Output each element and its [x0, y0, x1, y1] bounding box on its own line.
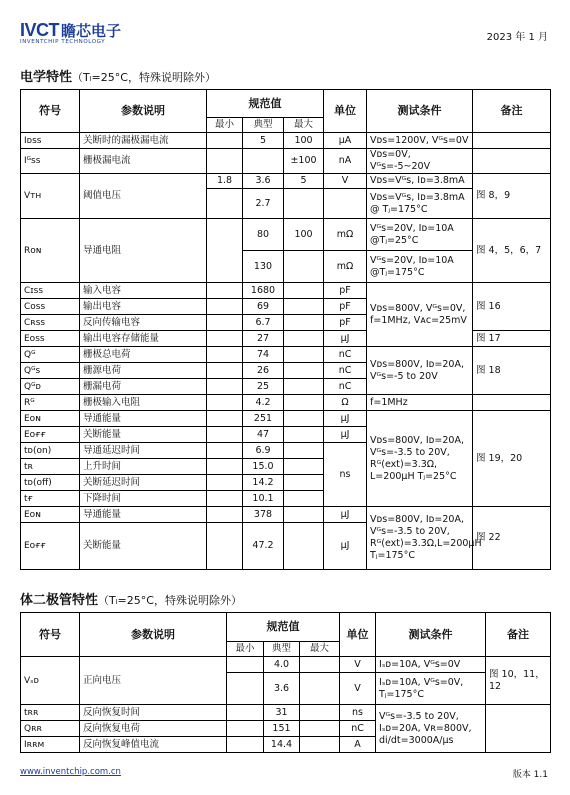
param-cell: 栅极漏电流 [80, 149, 207, 174]
unit-cell: μJ [324, 331, 367, 347]
typ-cell: 10.1 [243, 491, 284, 507]
param-cell: 栅漏电荷 [80, 379, 207, 395]
header-max: 最大 [300, 642, 340, 657]
symbol-cell: Qᴳᴅ [21, 379, 80, 395]
note-cell: 图 4，5，6，7 [473, 219, 551, 283]
unit-cell: μJ [324, 411, 367, 427]
test-cell: Vᴅs=Vᴳs, Iᴅ=3.8mA [367, 174, 473, 189]
test-cell: Vᴅs=1200V, Vᴳs=0V [367, 133, 473, 149]
header-max: 最大 [284, 118, 324, 133]
unit-cell: V [340, 657, 376, 673]
table-row [21, 411, 551, 427]
header-typ: 典型 [243, 118, 284, 133]
typ-cell: 25 [243, 379, 284, 395]
unit-cell: A [340, 737, 376, 753]
unit-cell: μJ [324, 427, 367, 443]
typ-cell: 47 [243, 427, 284, 443]
document-date: 2023 年 1 月 [486, 32, 548, 43]
test-cell: Vᴅs=800V, Iᴅ=20A, Vᴳs=-3.5 to 20V, Rᴳ(ext)=3.3Ω,L=200μH Tⱼ=175°C [367, 507, 473, 570]
unit-cell: ns [340, 705, 376, 721]
table-row [21, 133, 551, 149]
footer-website-link[interactable]: www.inventchip.com.cn [20, 767, 121, 777]
test-cell: Vᴳs=20V, Iᴅ=10A @Tⱼ=175°C [367, 251, 473, 283]
unit-cell: nC [324, 379, 367, 395]
unit-cell: ns [324, 443, 367, 507]
symbol-cell: Vᴛʜ [21, 174, 80, 219]
symbol-cell: Qᴳ [21, 347, 80, 363]
logo-chinese-name: 瞻芯电子 [61, 22, 122, 40]
table-row [21, 174, 551, 189]
typ-cell: 251 [243, 411, 284, 427]
param-cell: 关断能量 [80, 427, 207, 443]
test-cell: Vᴅs=Vᴳs, Iᴅ=3.8mA @ Tⱼ=175°C [367, 189, 473, 219]
unit-cell: V [324, 174, 367, 189]
typ-cell: 130 [243, 251, 284, 283]
typ-cell: 4.0 [264, 657, 300, 673]
symbol-cell: Iᴅss [21, 133, 80, 149]
typ-cell: 80 [243, 219, 284, 251]
test-cell: Vᴳs=20V, Iᴅ=10A @Tⱼ=25°C [367, 219, 473, 251]
typ-cell: 4.2 [243, 395, 284, 411]
symbol-cell: Cʀss [21, 315, 80, 331]
typ-cell: 26 [243, 363, 284, 379]
param-cell: 反向恢复时间 [80, 705, 227, 721]
test-cell: Vᴅs=0V, Vᴳs=-5~20V [367, 149, 473, 174]
note-cell: 图 16 [473, 283, 551, 331]
unit-cell: μJ [324, 507, 367, 523]
note-cell: 图 17 [473, 331, 551, 347]
symbol-cell: Qʀʀ [21, 721, 80, 737]
symbol-cell: Rᴏɴ [21, 219, 80, 283]
unit-cell: μJ [324, 523, 367, 570]
typ-cell: 3.6 [264, 673, 300, 705]
table-row [21, 705, 551, 721]
test-cell: Vᴅs=800V, Vᴳs=0V, f=1MHz, Vᴀᴄ=25mV [367, 283, 473, 347]
section-title-diode [20, 589, 242, 608]
body-diode-table [20, 612, 551, 753]
unit-cell: nC [324, 363, 367, 379]
typ-cell: 69 [243, 299, 284, 315]
param-cell: 栅源电荷 [80, 363, 207, 379]
min-cell: 1.8 [207, 174, 243, 189]
param-cell: 上升时间 [80, 459, 207, 475]
typ-cell: 27 [243, 331, 284, 347]
typ-cell: 6.7 [243, 315, 284, 331]
param-cell: 关断时的漏极漏电流 [80, 133, 207, 149]
param-cell: 导通能量 [80, 507, 207, 523]
header-symbol: 符号 [21, 90, 80, 133]
symbol-cell: Eᴏss [21, 331, 80, 347]
unit-cell: nC [340, 721, 376, 737]
header-param: 参数说明 [80, 90, 207, 133]
header-test: 测试条件 [376, 613, 486, 657]
header-note: 备注 [486, 613, 551, 657]
typ-cell: 6.9 [243, 443, 284, 459]
symbol-cell: Qᴳs [21, 363, 80, 379]
header-min: 最小 [227, 642, 264, 657]
symbol-cell: Eᴏɴ [21, 507, 80, 523]
symbol-cell: Iʀʀᴍ [21, 737, 80, 753]
param-cell: 导通延迟时间 [80, 443, 207, 459]
header-spec: 规范值 [207, 90, 324, 118]
param-cell: 输出电容存储能量 [80, 331, 207, 347]
typ-cell: 5 [243, 133, 284, 149]
company-logo [20, 20, 121, 45]
test-cell: Iₛᴅ=10A, Vᴳs=0V, Tⱼ=175°C [376, 673, 486, 705]
unit-cell: μA [324, 133, 367, 149]
unit-cell: mΩ [324, 251, 367, 283]
note-cell: 图 19，20 [473, 411, 551, 507]
logo-mark: IVCT [20, 20, 60, 40]
typ-cell: 15.0 [243, 459, 284, 475]
header-min: 最小 [207, 118, 243, 133]
symbol-cell: tʀʀ [21, 705, 80, 721]
symbol-cell: tᴅ(off) [21, 475, 80, 491]
section-condition: （Tₗ=25°C，特殊说明除外） [72, 71, 216, 84]
symbol-cell: Eᴏғғ [21, 523, 80, 570]
header-spec: 规范值 [227, 613, 340, 642]
param-cell: 输出电容 [80, 299, 207, 315]
header-typ: 典型 [264, 642, 300, 657]
header-unit: 单位 [340, 613, 376, 657]
test-cell: Vᴅs=800V, Iᴅ=20A, Vᴳs=-3.5 to 20V, Rᴳ(ext)=3.3Ω, L=200μH Tⱼ=25°C [367, 411, 473, 507]
param-cell: 反向恢复峰值电流 [80, 737, 227, 753]
logo-subtitle: INVENTCHIP TECHNOLOGY [20, 39, 106, 45]
param-cell: 导通电阻 [80, 219, 207, 283]
param-cell: 阈值电压 [80, 174, 207, 219]
param-cell: 反向恢复电荷 [80, 721, 227, 737]
symbol-cell: tᴅ(on) [21, 443, 80, 459]
max-cell: ±100 [284, 149, 324, 174]
max-cell: 100 [284, 219, 324, 251]
note-cell: 图 18 [473, 347, 551, 395]
test-cell: Iₛᴅ=10A, Vᴳs=0V [376, 657, 486, 673]
symbol-cell: Cɪss [21, 283, 80, 299]
unit-cell: pF [324, 283, 367, 299]
param-cell: 关断延迟时间 [80, 475, 207, 491]
table-row [21, 657, 551, 673]
header-symbol: 符号 [21, 613, 80, 657]
param-cell: 下降时间 [80, 491, 207, 507]
param-cell: 栅极总电荷 [80, 347, 207, 363]
param-cell: 输入电容 [80, 283, 207, 299]
section-condition: （Tₗ=25°C，特殊说明除外） [98, 594, 242, 607]
unit-cell: nA [324, 149, 367, 174]
param-cell: 正向电压 [80, 657, 227, 705]
symbol-cell: tʀ [21, 459, 80, 475]
note-cell: 图 8，9 [473, 174, 551, 219]
test-cell: f=1MHz [367, 395, 473, 411]
unit-cell: V [340, 673, 376, 705]
header-note: 备注 [473, 90, 551, 133]
typ-cell: 151 [264, 721, 300, 737]
typ-cell: 378 [243, 507, 284, 523]
symbol-cell: Eᴏғғ [21, 427, 80, 443]
table-row [21, 507, 551, 523]
param-cell: 导通能量 [80, 411, 207, 427]
typ-cell: 14.4 [264, 737, 300, 753]
typ-cell: 1680 [243, 283, 284, 299]
param-cell: 栅极输入电阻 [80, 395, 207, 411]
symbol-cell: tғ [21, 491, 80, 507]
typ-cell: 47.2 [243, 523, 284, 570]
note-cell: 图 22 [473, 507, 551, 570]
typ-cell: 2.7 [243, 189, 284, 219]
header-unit: 单位 [324, 90, 367, 133]
typ-cell: 3.6 [243, 174, 284, 189]
table-row [21, 219, 551, 251]
table-row [21, 347, 551, 363]
typ-cell: 31 [264, 705, 300, 721]
test-cell: Vᴅs=800V, Iᴅ=20A, Vᴳs=-5 to 20V [367, 347, 473, 395]
unit-cell: pF [324, 299, 367, 315]
typ-cell: 74 [243, 347, 284, 363]
unit-cell: pF [324, 315, 367, 331]
symbol-cell: Cᴏss [21, 299, 80, 315]
electrical-characteristics-table [20, 89, 551, 570]
table-row [21, 283, 551, 299]
unit-cell: nC [324, 347, 367, 363]
symbol-cell: Iᴳss [21, 149, 80, 174]
note-cell: 图 10，11，12 [486, 657, 551, 705]
max-cell: 100 [284, 133, 324, 149]
symbol-cell: Vₛᴅ [21, 657, 80, 705]
section-title-text: 电学特性 [20, 70, 73, 85]
unit-cell: Ω [324, 395, 367, 411]
test-cell: Vᴳs=-3.5 to 20V, Iₛᴅ=20A, Vʀ=800V, di/dt=3000A/μs [376, 705, 486, 753]
section-title-text: 体二极管特性 [20, 593, 99, 608]
footer-version: 版本 1.1 [512, 770, 548, 780]
typ-cell: 14.2 [243, 475, 284, 491]
header-test: 测试条件 [367, 90, 473, 133]
param-cell: 反向传输电容 [80, 315, 207, 331]
table-row [21, 395, 551, 411]
header-param: 参数说明 [80, 613, 227, 657]
symbol-cell: Rᴳ [21, 395, 80, 411]
param-cell: 关断能量 [80, 523, 207, 570]
max-cell: 5 [284, 174, 324, 189]
table-row [21, 149, 551, 174]
section-title-electrical [20, 66, 216, 85]
unit-cell: mΩ [324, 219, 367, 251]
symbol-cell: Eᴏɴ [21, 411, 80, 427]
